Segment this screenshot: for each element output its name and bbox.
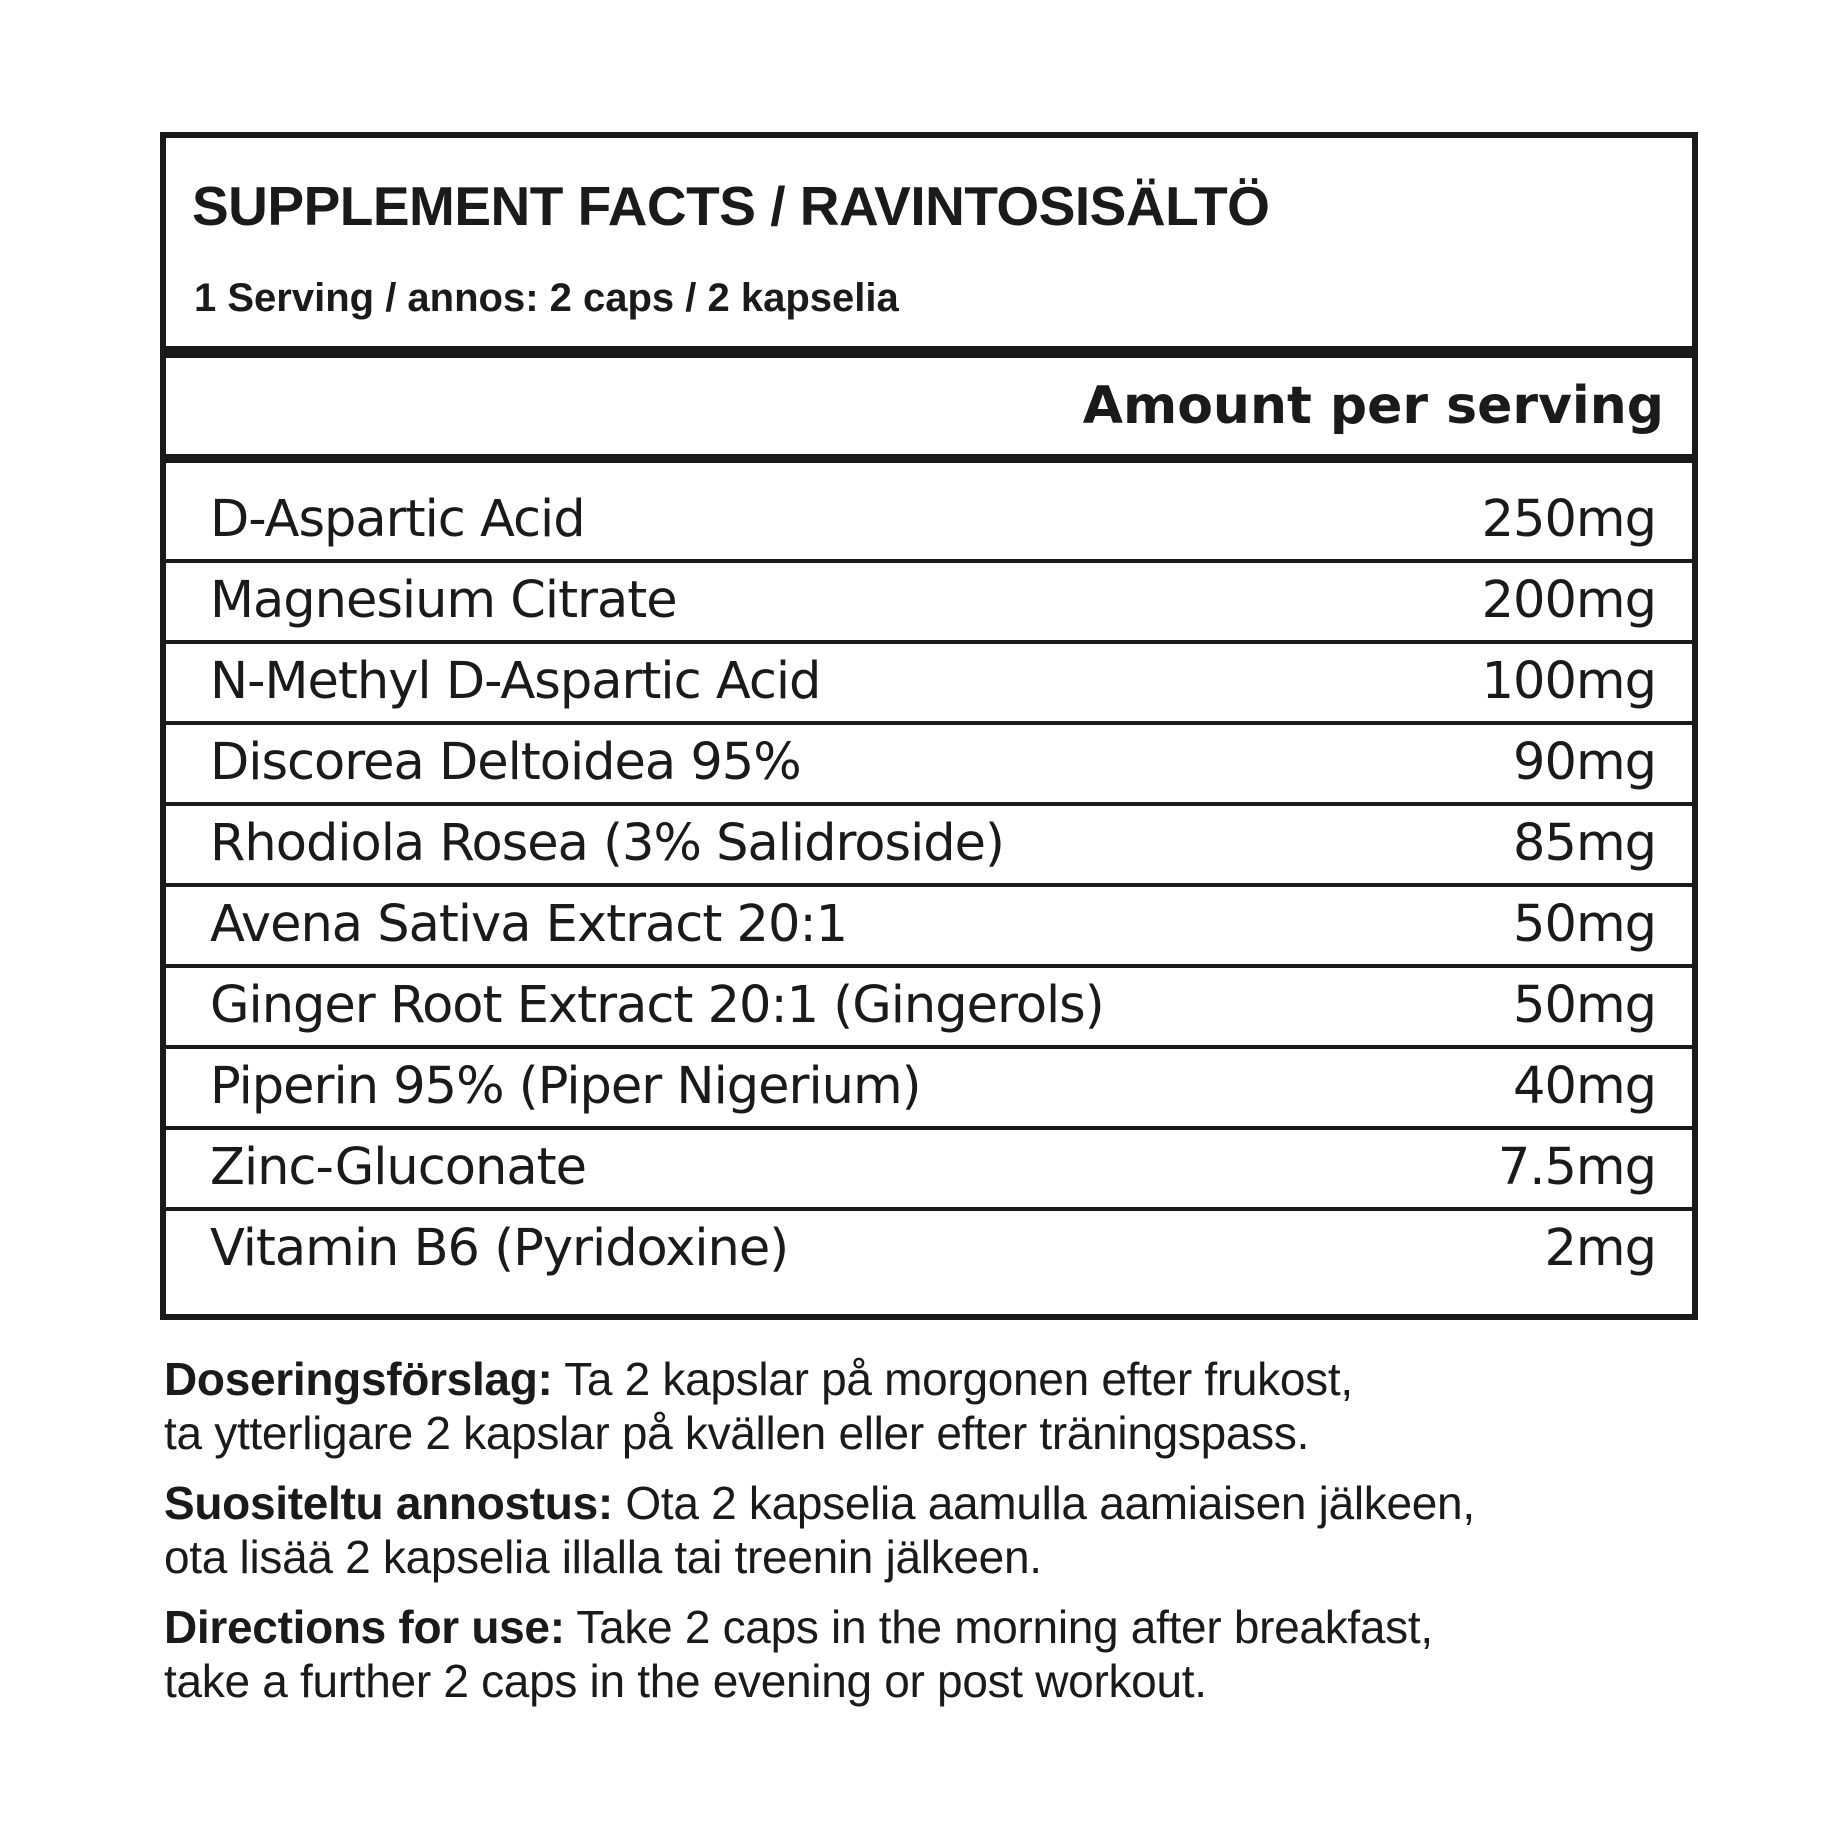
ingredient-name: D-Aspartic Acid — [210, 490, 585, 549]
ingredient-name: Avena Sativa Extract 20:1 — [210, 895, 848, 954]
ingredient-name: Ginger Root Extract 20:1 (Gingerols) — [210, 976, 1104, 1035]
direction-text: ta ytterligare 2 kapslar på kvällen eller efter träningspass. — [164, 1407, 1310, 1459]
direction-text: Ota 2 kapselia aamulla aamiaisen jälkeen, — [625, 1477, 1475, 1529]
ingredient-amount: 85mg — [1513, 814, 1656, 873]
ingredient-amount: 200mg — [1481, 571, 1656, 630]
facts-title: SUPPLEMENT FACTS / RAVINTOSISÄLTÖ — [192, 175, 1270, 237]
direction-label: Directions for use: — [164, 1601, 565, 1653]
directions-section — [164, 1352, 1724, 1724]
thick-divider — [166, 346, 1692, 358]
ingredient-name: Piperin 95% (Piper Nigerium) — [210, 1057, 921, 1116]
ingredient-name: Discorea Deltoidea 95% — [210, 733, 801, 792]
direction-english — [164, 1600, 1724, 1708]
ingredient-row — [166, 463, 1692, 563]
header-divider — [166, 454, 1692, 463]
ingredient-name: Vitamin B6 (Pyridoxine) — [210, 1219, 789, 1278]
supplement-facts-panel — [160, 132, 1698, 1320]
ingredient-name: Zinc-Gluconate — [210, 1138, 586, 1197]
ingredient-amount: 40mg — [1513, 1057, 1656, 1116]
amount-per-serving-header: Amount per serving — [1082, 376, 1664, 436]
ingredient-row — [166, 644, 1692, 725]
direction-swedish — [164, 1352, 1724, 1460]
direction-text: Take 2 caps in the morning after breakfast, — [576, 1601, 1433, 1653]
ingredient-row — [166, 887, 1692, 968]
direction-line — [164, 1600, 1724, 1654]
ingredient-name: Magnesium Citrate — [210, 571, 677, 630]
ingredient-row — [166, 1130, 1692, 1211]
ingredient-row — [166, 806, 1692, 887]
serving-size: 1 Serving / annos: 2 caps / 2 kapselia — [194, 276, 899, 320]
direction-label: Suositeltu annostus: — [164, 1477, 613, 1529]
ingredient-name: Rhodiola Rosea (3% Salidroside) — [210, 814, 1004, 873]
direction-line — [164, 1476, 1724, 1530]
ingredient-row — [166, 1211, 1692, 1292]
ingredient-name: N-Methyl D-Aspartic Acid — [210, 652, 821, 711]
ingredient-amount: 2mg — [1544, 1219, 1656, 1278]
ingredient-amount: 50mg — [1513, 895, 1656, 954]
ingredient-amount: 7.5mg — [1497, 1138, 1656, 1197]
direction-label: Doseringsförslag: — [164, 1353, 553, 1405]
ingredient-row — [166, 968, 1692, 1049]
direction-text: ota lisää 2 kapselia illalla tai treenin jälkeen. — [164, 1531, 1042, 1583]
direction-text: Ta 2 kapslar på morgonen efter frukost, — [564, 1353, 1353, 1405]
ingredient-list — [166, 463, 1692, 1292]
direction-finnish — [164, 1476, 1724, 1584]
direction-line — [164, 1352, 1724, 1406]
ingredient-amount: 250mg — [1481, 490, 1656, 549]
ingredient-row — [166, 563, 1692, 644]
direction-text: take a further 2 caps in the evening or post workout. — [164, 1655, 1207, 1707]
ingredient-row — [166, 1049, 1692, 1130]
ingredient-row — [166, 725, 1692, 806]
ingredient-amount: 50mg — [1513, 976, 1656, 1035]
ingredient-amount: 90mg — [1513, 733, 1656, 792]
ingredient-amount: 100mg — [1481, 652, 1656, 711]
